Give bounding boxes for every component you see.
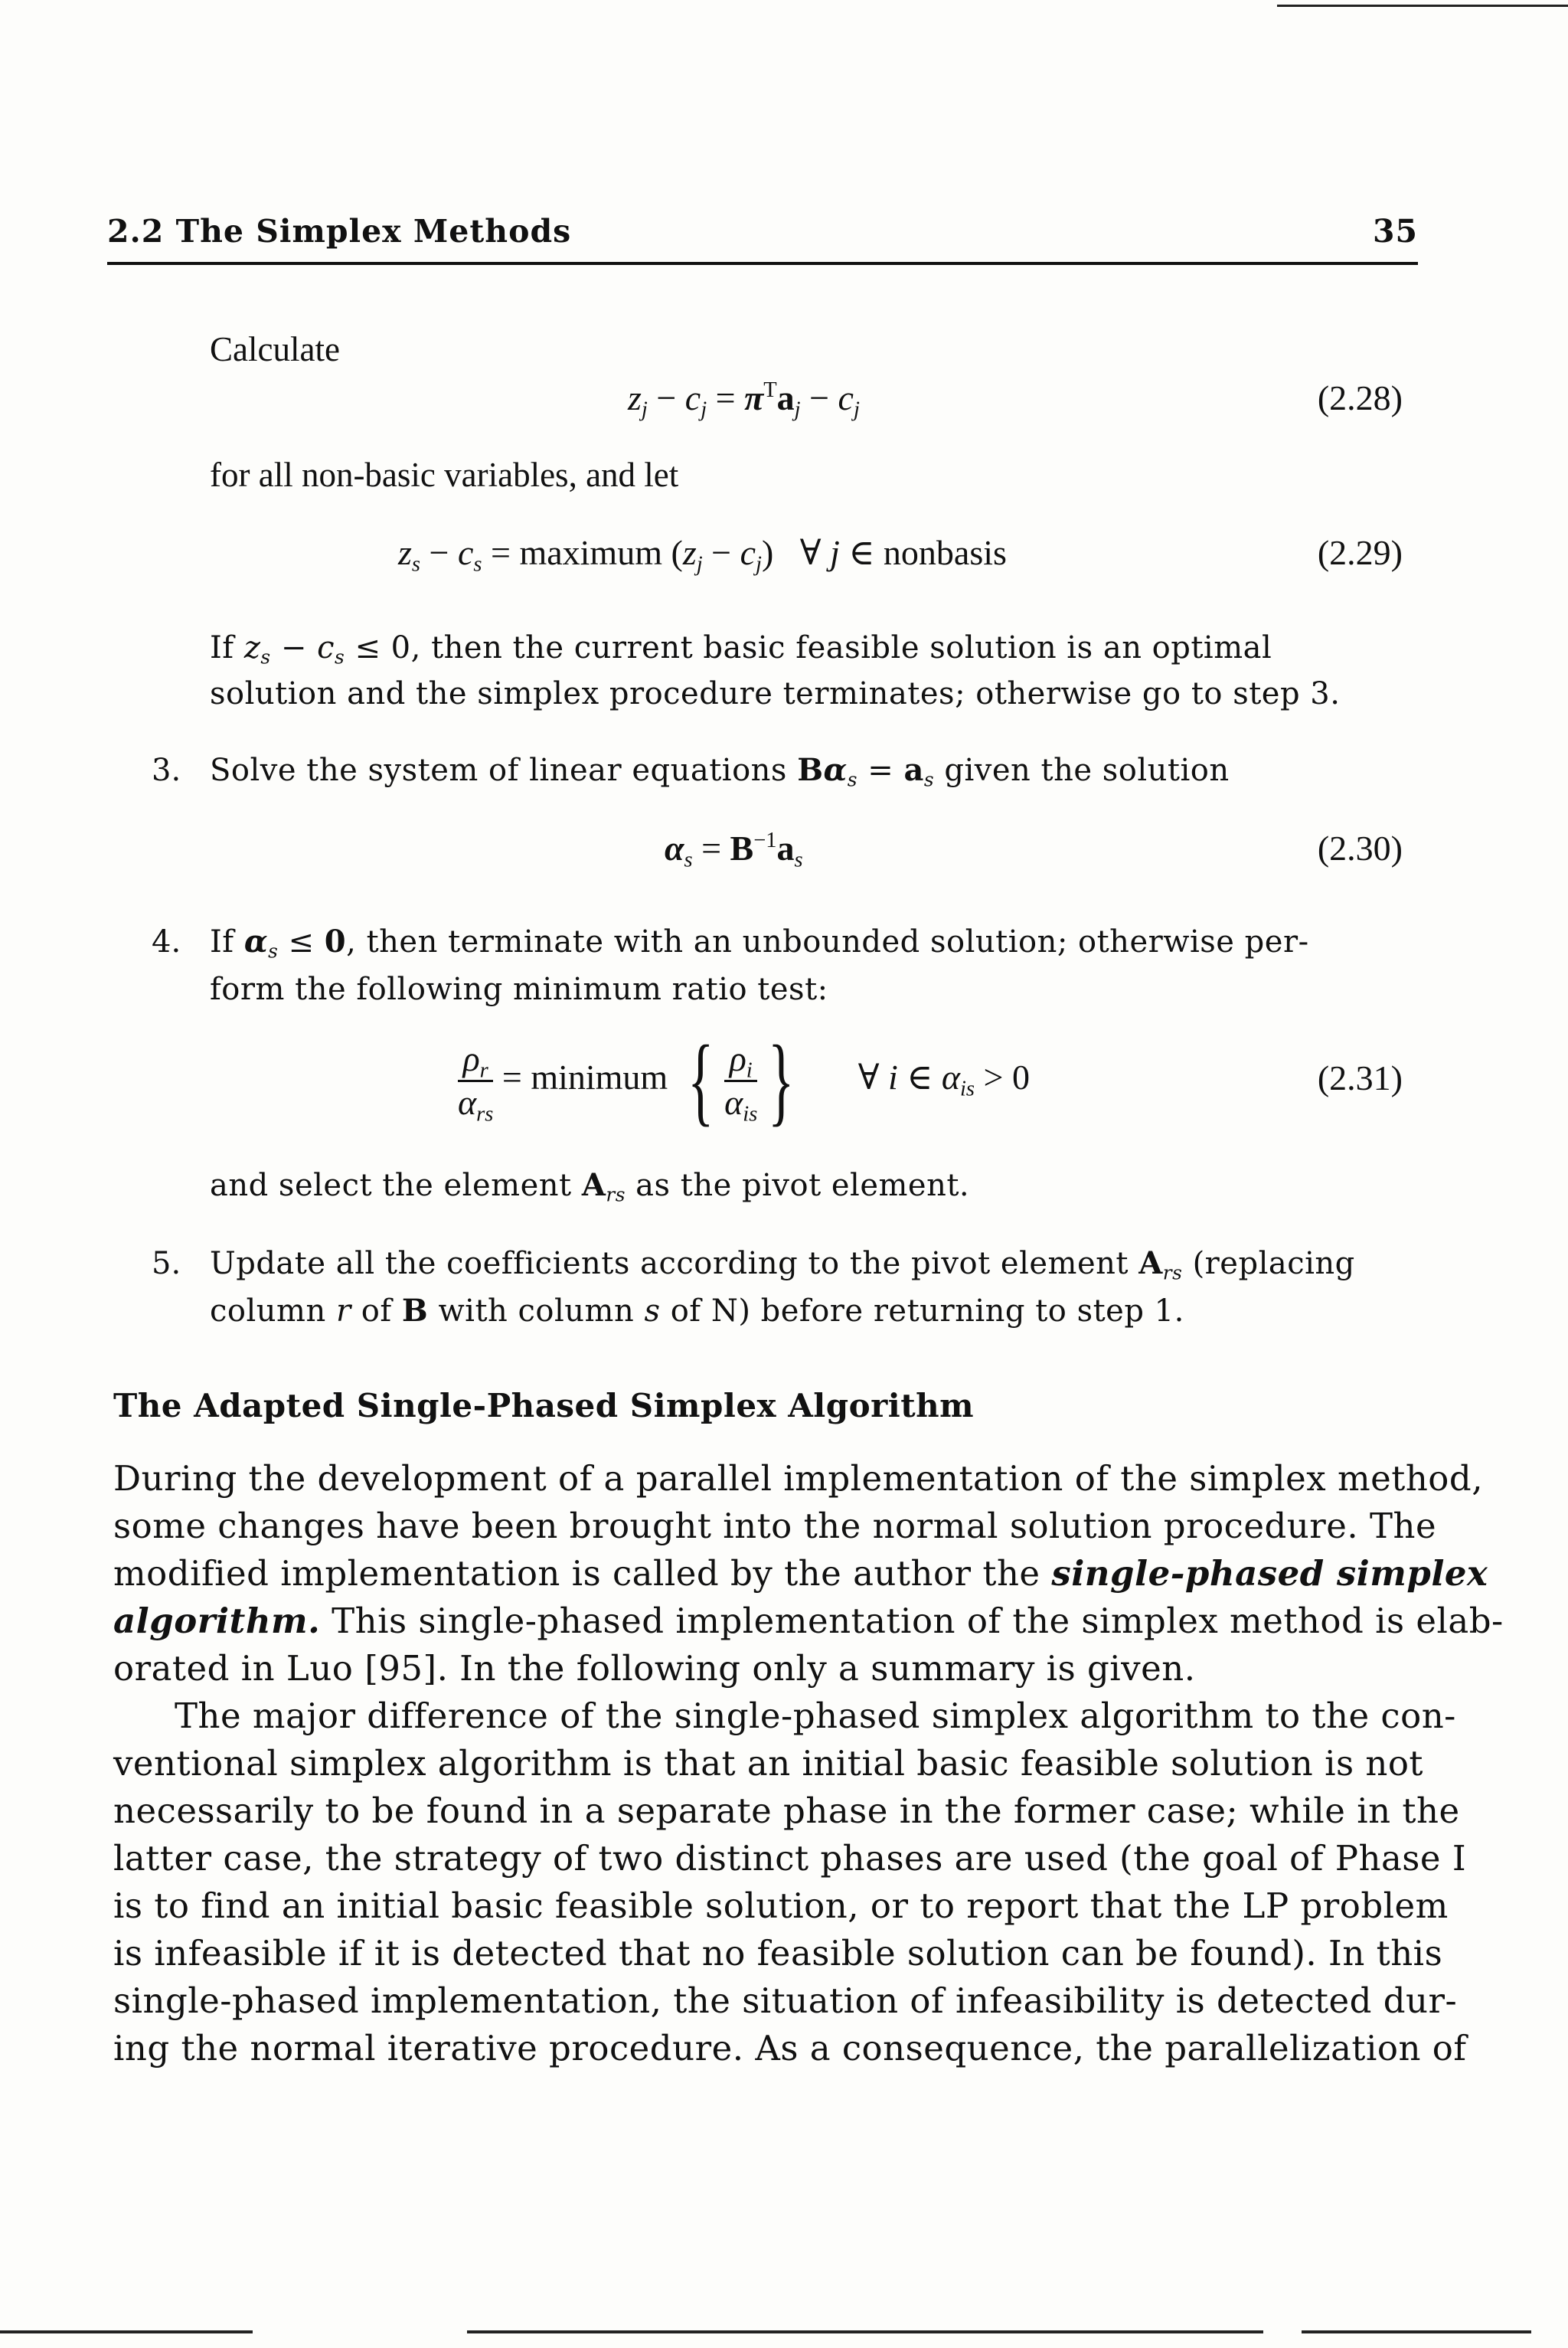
eq229-maximum: maximum [519, 533, 662, 572]
para1-line-4: algorithm. This single-phased implementation of the simplex method is elab- [113, 1601, 1504, 1641]
step-4-select: and select the element $A_{rs}$ as the pivot element. [210, 1167, 970, 1206]
running-title: 2.2 The Simplex Methods [107, 213, 572, 250]
equation-2-28: $z_j - c_j = \pi^Ta_j - c_j$ [628, 378, 860, 422]
equation-number-2-29: (2.29) [1317, 533, 1403, 572]
para2-line-4: latter case, the strategy of two distinct phases are used (the goal of Phase I [113, 1838, 1467, 1879]
if-line-2: solution and the simplex procedure terminates; otherwise go to step 3. [210, 676, 1341, 711]
top-rule [1277, 5, 1568, 7]
equation-number-2-31: (2.31) [1317, 1058, 1403, 1097]
para1-line-1: During the development of a parallel implementation of the simplex method, [113, 1458, 1484, 1499]
paragraph-1 [113, 1455, 1504, 1692]
para1-line-2: some changes have been brought into the normal solution procedure. The [113, 1506, 1437, 1546]
step-5-line-2: column r of B with column s of N) before returning to step 1. [210, 1293, 1184, 1329]
para1-line-5: orated in Luo [95]. In the following only a summary is given. [113, 1648, 1196, 1689]
section-title: The Adapted Single-Phased Simplex Algorithm [113, 1387, 975, 1424]
step-3-text: Solve the system of linear equations $B\alpha_s = a_s$ given the solution [210, 752, 1230, 791]
step-3-number: 3. [152, 753, 181, 788]
bottom-rule-left [0, 2330, 253, 2333]
step-4-line-2: form the following minimum ratio test: [210, 972, 828, 1007]
para2-line-3: necessarily to be found in a separate phase in the former case; while in the [113, 1790, 1460, 1831]
equation-2-30: $\alpha_s = B^{-1}a_s$ [665, 828, 803, 872]
para2-line-8: ing the normal iterative procedure. As a consequence, the parallelization of [113, 2028, 1467, 2068]
calculate-text: Calculate [210, 330, 340, 368]
paragraph-2 [113, 1692, 1467, 2072]
para1-line-3: modified implementation is called by the author the single-phased simplex [113, 1553, 1488, 1594]
step-5-line-1: Update all the coefficients according to the pivot element $A_{rs}$ (replacing [210, 1245, 1355, 1284]
equation-2-31: $\frac{\rho_r}{\alpha_{rs}}$ = minimum { $\frac{\rho_i}{\alpha_{is}}$ } ∀ i ∈ $\alpha_{is} > 0$ [458, 1025, 1030, 1136]
for-all-text: for all non-basic variables, and let [210, 456, 679, 494]
eq229-nonbasis: nonbasis [883, 533, 1007, 572]
if-line-1: If $z_s - c_s \le 0$, then the current basic feasible solution is an optimal [210, 630, 1272, 669]
page-number: 35 [1372, 213, 1418, 250]
step-5-number: 5. [152, 1246, 181, 1281]
para2-line-1: The major difference of the single-phased simplex algorithm to the con- [175, 1696, 1456, 1736]
equation-number-2-28: (2.28) [1317, 378, 1403, 417]
para2-line-7: single-phased implementation, the situation of infeasibility is detected dur- [113, 1980, 1458, 2021]
para2-line-2: ventional simplex algorithm is that an initial basic feasible solution is not [113, 1743, 1424, 1784]
step-4-number: 4. [152, 924, 181, 960]
para2-line-5: is to find an initial basic feasible solution, or to report that the LP problem [113, 1885, 1449, 1926]
bottom-rule-middle [467, 2330, 1263, 2333]
bottom-rule-right [1302, 2330, 1531, 2333]
equation-2-29: $z_s - c_s$ = maximum $(z_j - c_j)$ ∀ j ∈ nonbasis [398, 533, 1007, 577]
step-4-line-1: If $\alpha_s \le 0$, then terminate with an unbounded solution; otherwise per- [210, 924, 1309, 963]
para2-line-6: is infeasible if it is detected that no feasible solution can be found). In this [113, 1933, 1443, 1974]
eq231-minimum: minimum [531, 1058, 668, 1097]
equation-number-2-30: (2.30) [1317, 829, 1403, 868]
running-header [107, 211, 1418, 265]
